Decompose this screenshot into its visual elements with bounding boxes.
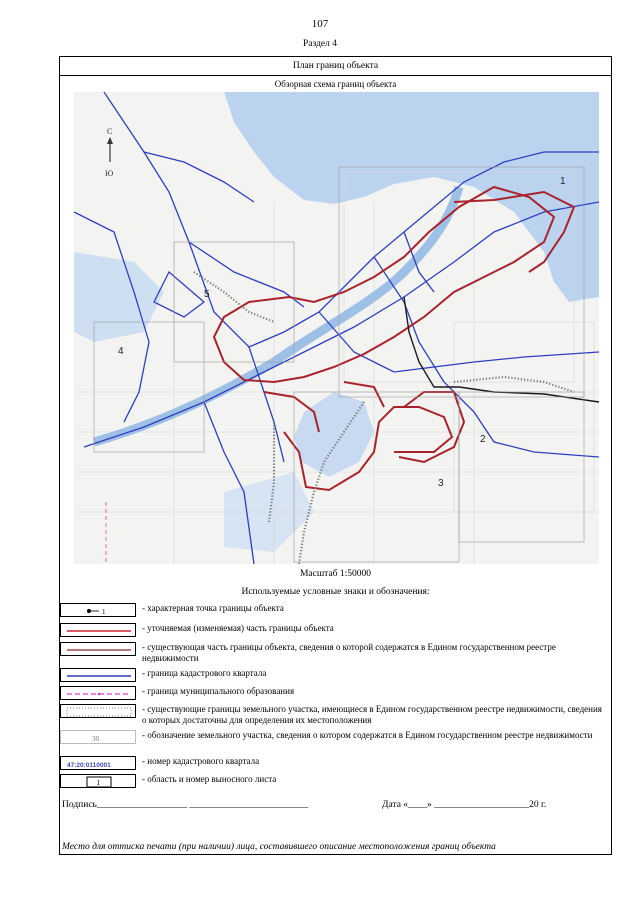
legend-symbol-quarter [60,756,136,770]
legend-text: - граница муниципального образования [142,686,295,696]
legend-text: - обозначение земельного участка, сведения о котором содержатся в Едином государственном реестре недвижимости [142,730,593,740]
map-scale: Масштаб 1:50000 [299,569,372,579]
date-line: Дата «____» ____________________20 г. [382,800,547,810]
legend-symbol-number [60,730,136,744]
sheet-label-1: 1 [560,176,566,187]
legend-symbol-dotted-box [60,704,136,718]
south-label: Ю [105,169,114,178]
overview-map [74,92,599,564]
legend-symbol-magenta-dash [60,686,136,700]
svg-text:30: 30 [92,735,99,743]
signature-line: Подпись___________________ _________________________ [62,800,309,810]
legend-text: - характерная точка границы объекта [142,603,284,613]
legend-text: - номер кадастрового квартала [142,756,260,766]
legend-text: - существующие границы земельного участка, имеющиеся в Едином государственном реестре недвижимости, сведения о которых достаточны для определения их местоположения [142,704,602,725]
legend-text: - уточняемая (изменяемая) часть границы объекта [142,623,334,633]
map-caption: Обзорная схема границ объекта [274,79,397,89]
svg-text:1: 1 [102,608,106,616]
legend-symbol-point [60,603,136,617]
north-label: С [107,127,113,136]
legend-text: - область и номер выносного листа [142,774,277,784]
legend-text: - существующая часть границы объекта, сведения о которой содержатся в Едином государственном реестре недвижимости [142,642,556,663]
legend-symbol-darkred-line [60,642,136,656]
legend-title: Используемые условные знаки и обозначения: [241,587,430,597]
sheet-label-2: 2 [480,434,486,445]
sheet-label-5: 5 [204,289,210,300]
legend-symbol-sheet [60,774,136,788]
page-number: 107 [311,18,329,30]
svg-text:47:20:0110001: 47:20:0110001 [67,762,111,769]
table-title: План границ объекта [59,56,612,76]
legend-text: - граница кадастрового квартала [142,668,267,678]
legend-symbol-red-line [60,623,136,637]
sheet-label-3: 3 [438,478,444,489]
stamp-footnote: Место для оттиска печати (при наличии) лица, составившего описание местоположения границ объекта [62,842,496,852]
svg-text:1: 1 [96,778,101,787]
sheet-label-4: 4 [118,346,124,357]
section-title: Раздел 4 [303,39,337,49]
legend-symbol-blue-line [60,668,136,682]
